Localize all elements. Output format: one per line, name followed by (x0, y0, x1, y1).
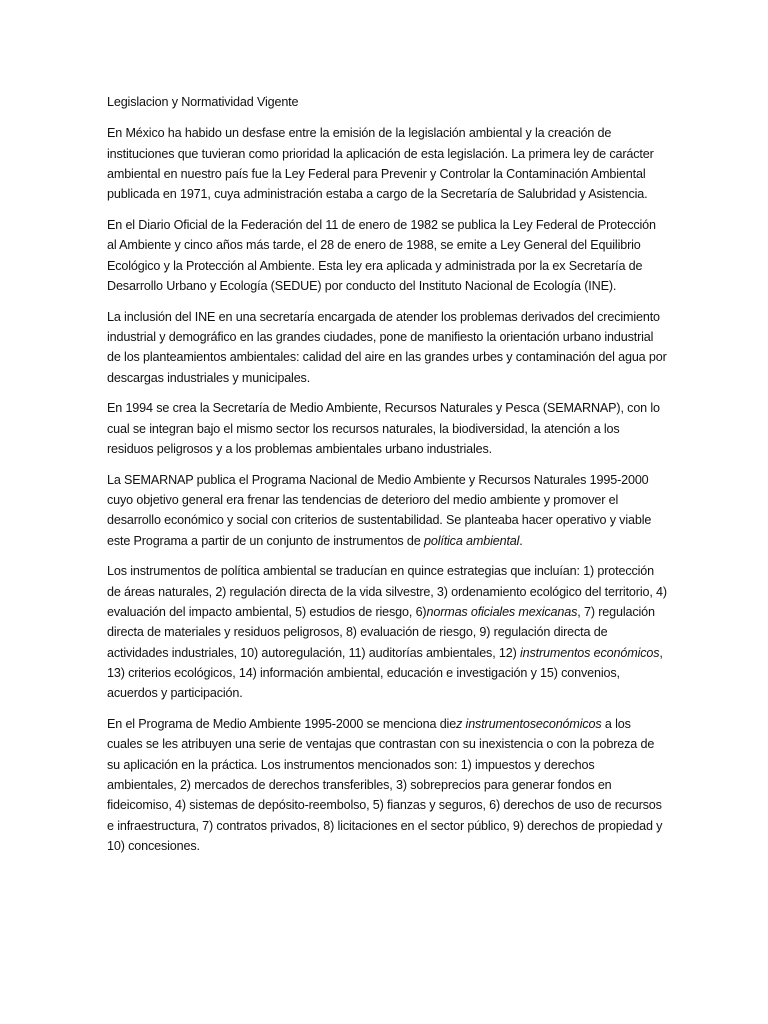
document-page (107, 92, 667, 867)
paragraph-5-text: La SEMARNAP publica el Programa Nacional de Medio Ambiente y Recursos Naturales 1995-2000 cuyo objetivo general era frenar las tendencias de deterioro del medio ambiente y promover el desarrollo económico y social con criterios de sustentabilidad. Se planteaba hacer operativo y viable este Programa a partir de un conjunto de instrumentos de (107, 472, 652, 548)
document-title: Legislacion y Normatividad Vigente (107, 95, 299, 109)
paragraph-5-italic: política ambiental (423, 533, 520, 548)
paragraph-6-italic-b: instrumentos económicos (520, 645, 660, 660)
paragraph-3: La inclusión del INE en una secretaría encargada de atender los problemas derivados del crecimiento industrial y demográfico en las grandes ciudades, pone de manifiesto la orientación urbano industrial de los planteamientos ambientales: calidad del aire en las grandes urbes y contaminación del agua por descargas industriales y municipales. (107, 309, 667, 385)
paragraph-7-italic: z instrumentoseconómicos (456, 717, 602, 732)
paragraph-7 (107, 714, 667, 856)
paragraph-5 (107, 470, 667, 551)
paragraph-5-end: . (519, 533, 523, 548)
paragraph-1: En México ha habido un desfase entre la emisión de la legislación ambiental y la creación de instituciones que tuvieran como prioridad la aplicación de esta legislación. La primera ley de carácter ambiental en nuestro país fue la Ley Federal para Prevenir y Controlar la Contaminación Ambiental publicada en 1971, cuya administración estaba a cargo de la Secretaría de Salubridad y Asistencia. (107, 126, 654, 202)
paragraph-7-text-b: a los cuales se les atribuyen una serie de ventajas que contrastan con su inexistencia o con la pobreza de su aplicación en la práctica. Los instrumentos mencionados son: 1) impuestos y derechos ambientales, 2) mercados de derechos transferibles, 3) sobreprecios para generar fondos en fideicomiso, 4) sistemas de depósito-reembolso, 5) fianzas y seguros, 6) derechos de uso de recursos e infraestructura, 7) contratos privados, 8) licitaciones en el sector público, 9) derechos de propiedad y 10) concesiones. (107, 717, 663, 853)
paragraph-6-text-c: , 13) criterios ecológicos, 14) información ambiental, educación e investigación y 15) convenios, acuerdos y participación. (107, 645, 663, 701)
paragraph-6-italic-a: normas oficiales mexicanas (426, 605, 578, 620)
paragraph-2: En el Diario Oficial de la Federación del 11 de enero de 1982 se publica la Ley Federal de Protección al Ambiente y cinco años más tarde, el 28 de enero de 1988, se emite a Ley General del Equilibrio Ecológico y la Protección al Ambiente. Esta ley era aplicada y administrada por la ex Secretaría de Desarrollo Urbano y Ecología (SEDUE) por conducto del Instituto Nacional de Ecología (INE). (107, 217, 656, 293)
paragraph-6 (107, 561, 667, 703)
paragraph-4: En 1994 se crea la Secretaría de Medio Ambiente, Recursos Naturales y Pesca (SEMARNAP), con lo cual se integran bajo el mismo sector los recursos naturales, la biodiversidad, la atención a los residuos peligrosos y a los problemas ambientales urbano industriales. (107, 401, 660, 456)
paragraph-6-text-b: , 7) regulación directa de materiales y residuos peligrosos, 8) evaluación de riesgo, 9) regulación directa de actividades industriales, 10) autoregulación, 11) auditorías ambientales, 12) (107, 605, 655, 660)
paragraph-6-text-a: Los instrumentos de política ambiental se traducían en quince estrategias que incluían: 1) protección de áreas naturales, 2) regulación directa de la vida silvestre, 3) ordenamiento ecológico del territorio, 4) evaluación del impacto ambiental, 5) estudios de riesgo, 6) (107, 564, 667, 620)
paragraph-7-text-a: En el Programa de Medio Ambiente 1995-2000 se menciona die (107, 717, 457, 732)
